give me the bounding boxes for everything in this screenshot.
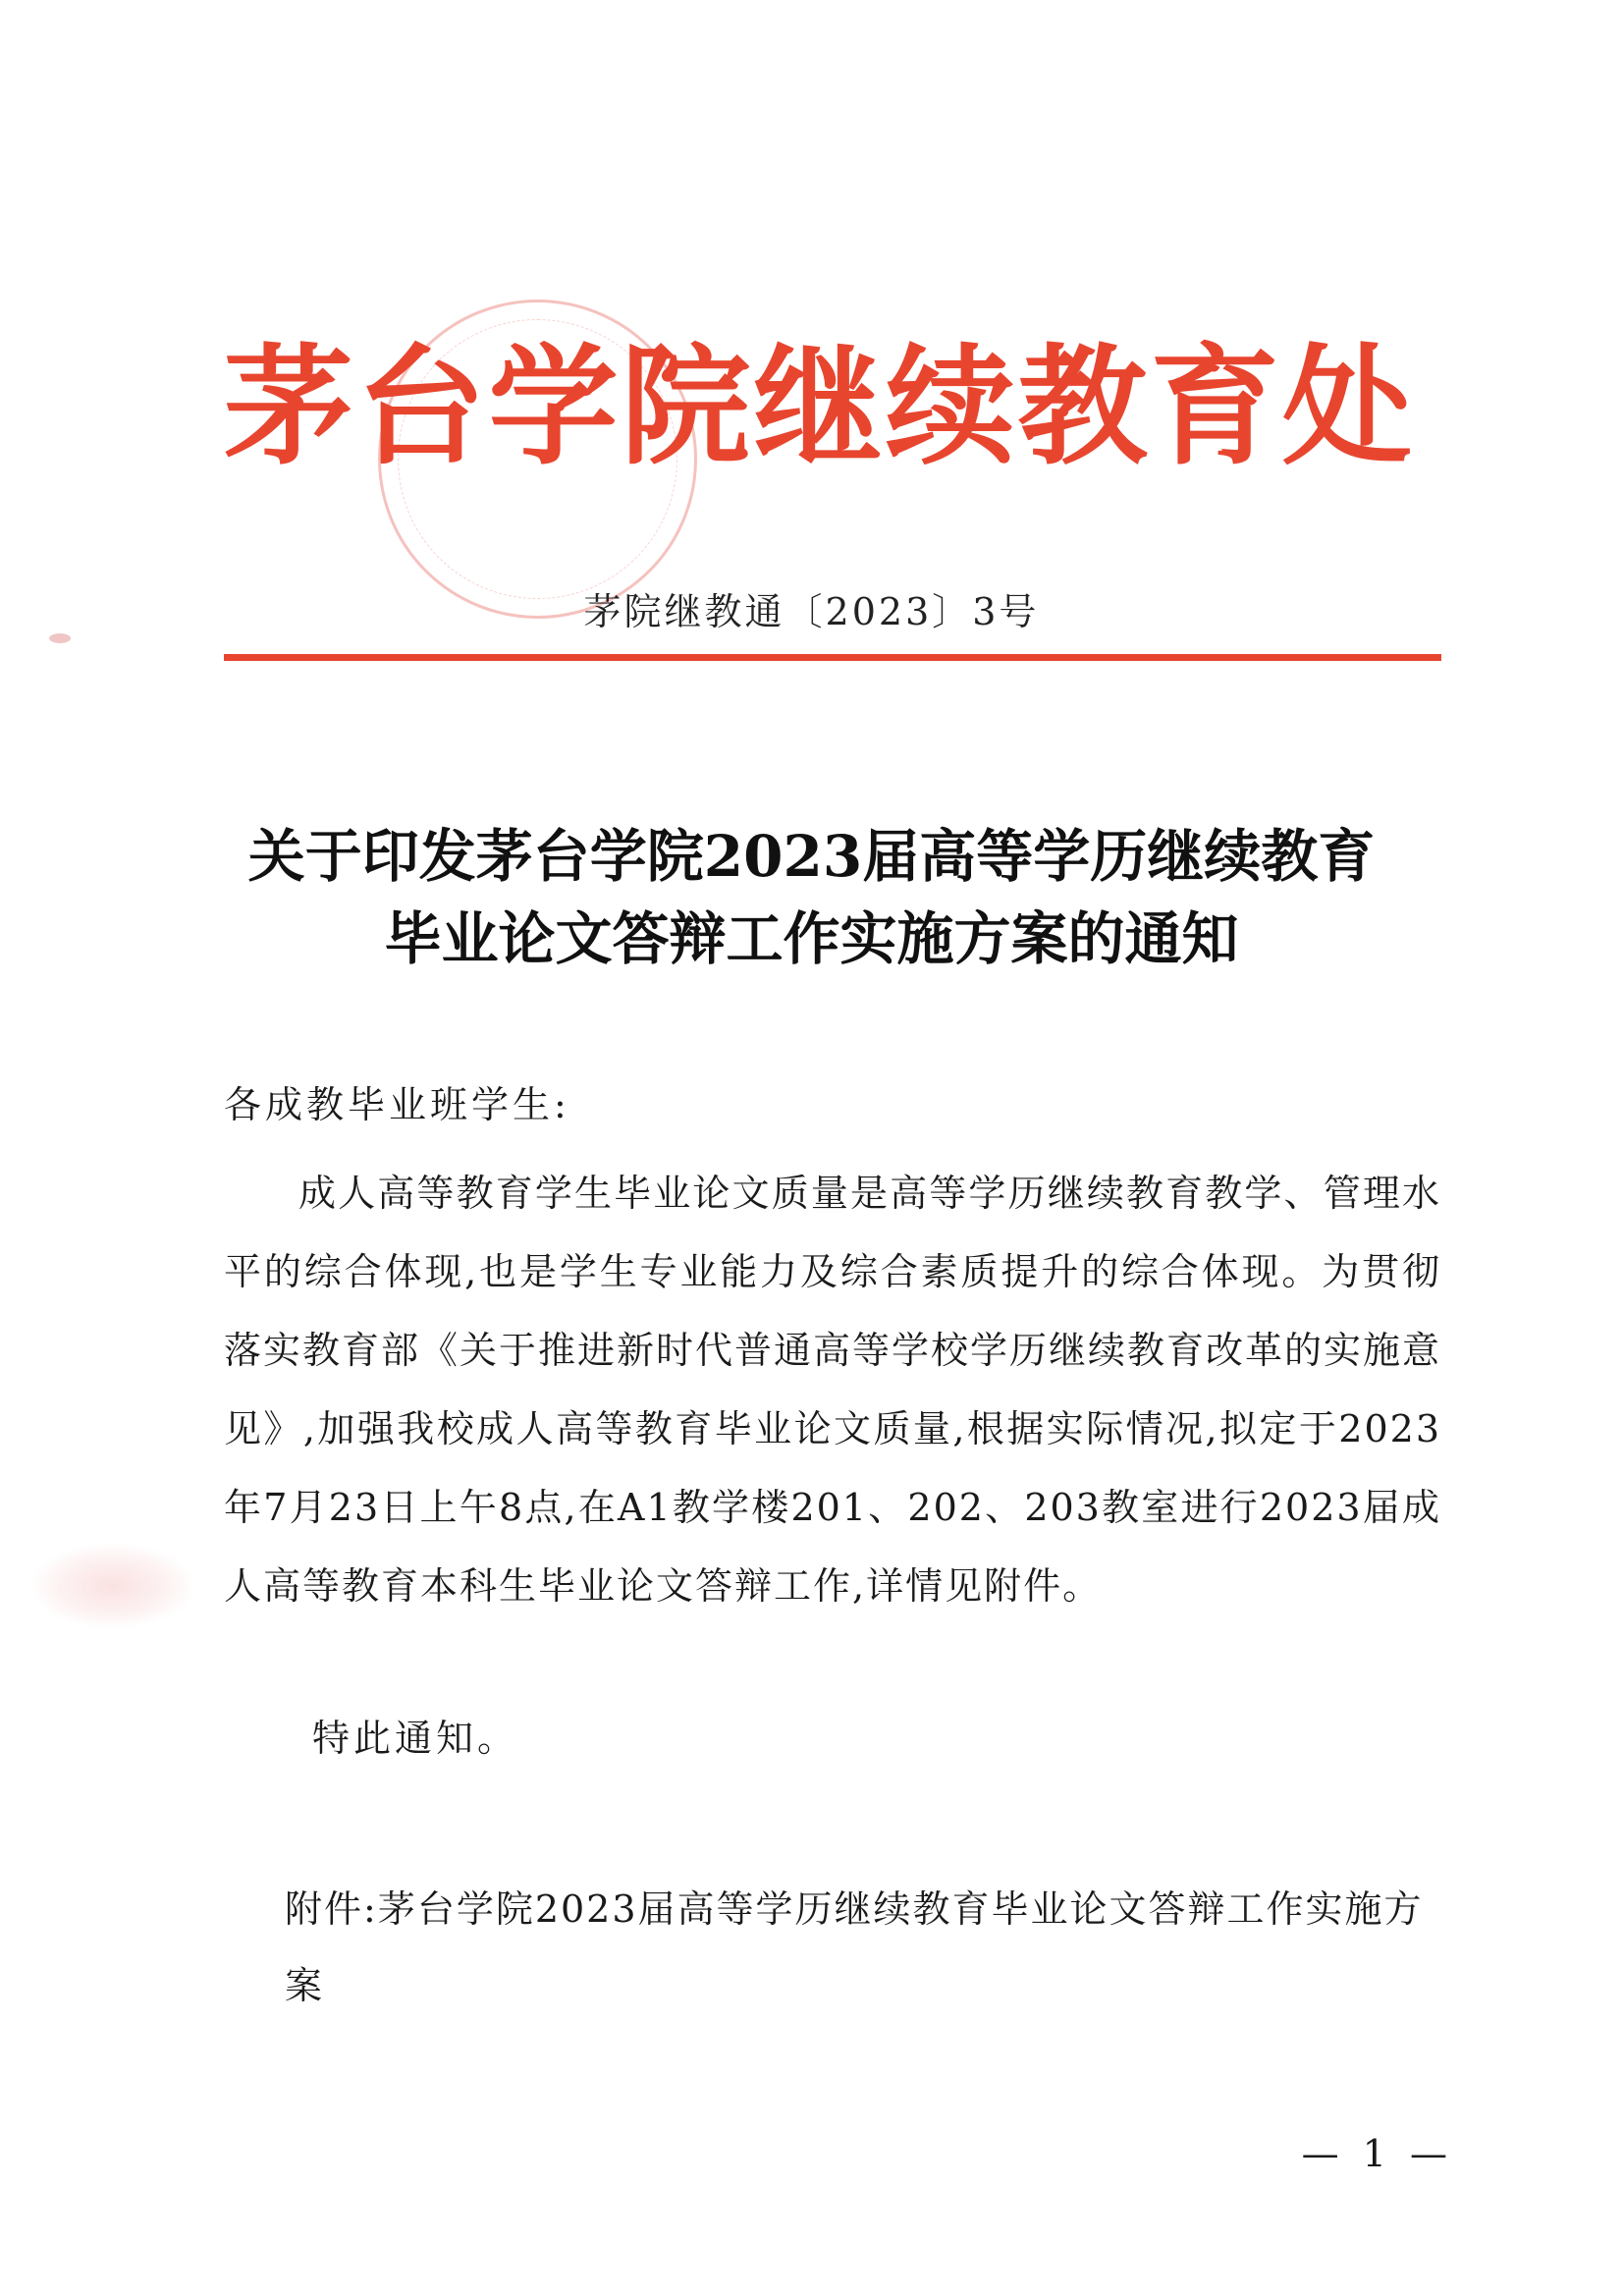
document-number: 茅院继教通〔2023〕3号 <box>583 590 1040 633</box>
body-paragraph: 成人高等教育学生毕业论文质量是高等学历继续教育教学、管理水平的综合体现,也是学生专业能力及综合素质提升的综合体现。为贯彻落实教育部《关于推进新时代普通高等学校学历继续教育改革的实施意见》,加强我校成人高等教育毕业论文质量,根据实际情况,拟定于2023年7月23日上午8点,在A1教学楼201、202、203教室进行2023届成人高等教育本科生毕业论文答辩工作,详情见附件。 <box>224 1172 1442 1608</box>
document-title <box>0 815 1623 980</box>
header-divider <box>224 654 1441 661</box>
header-char: 继 <box>753 332 883 483</box>
attachment-text: 茅台学院2023届高等学历继续教育毕业论文答辩工作实施方案 <box>285 1887 1424 2007</box>
closing-remark: 特此通知。 <box>312 1717 519 1760</box>
header-char: 续 <box>885 332 1015 483</box>
attachment-note <box>285 1871 1441 2024</box>
ink-stain <box>29 1542 196 1630</box>
header-char: 育 <box>1150 332 1280 483</box>
header-char: 教 <box>1017 332 1148 483</box>
attachment-label: 附件: <box>285 1887 378 1931</box>
document-title-line-1: 关于印发茅台学院2023届高等学历继续教育 <box>247 823 1376 890</box>
page-number: — 1 — <box>1301 2132 1453 2175</box>
header-char: 台 <box>355 332 486 483</box>
document-title-line-2: 毕业论文答辩工作实施方案的通知 <box>384 905 1239 972</box>
salutation: 各成教毕业班学生: <box>224 1083 570 1126</box>
issuing-office-header <box>224 329 1412 486</box>
header-char: 茅 <box>224 332 353 483</box>
header-char: 学 <box>488 332 619 483</box>
header-char: 处 <box>1282 332 1412 483</box>
header-char: 院 <box>621 332 751 483</box>
